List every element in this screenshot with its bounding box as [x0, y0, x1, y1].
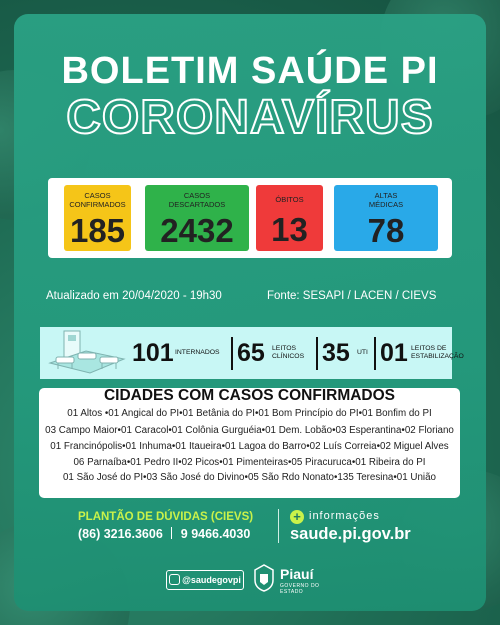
cities-title: CIDADES COM CASOS CONFIRMADOS: [103, 387, 396, 404]
cities-box: [39, 388, 460, 498]
stat-discharged-label-1: ALTAS: [374, 191, 398, 200]
updated-text: Atualizado em 20/04/2020 - 19h30: [46, 290, 222, 302]
stat-discarded-label-2: DESCARTADOS: [168, 200, 226, 209]
separator: [374, 337, 376, 370]
stat-discharged: [334, 185, 438, 251]
stat-discarded-value: 2432: [160, 212, 234, 249]
separator: [231, 337, 233, 370]
stat-confirmed-label-2: CONFIRMADOS: [69, 200, 126, 209]
hospitalized-label: INTERNADOS: [175, 349, 220, 356]
separator: [316, 337, 318, 370]
clinical-beds-label: [272, 345, 304, 361]
source-text: Fonte: SESAPI / LACEN / CIEVS: [267, 290, 437, 302]
stat-deaths: [256, 185, 323, 251]
coat-of-arms-icon: [252, 564, 276, 592]
stats-box: [48, 178, 452, 258]
stat-discarded-label-1: CASOS: [183, 191, 211, 200]
cities-line: 01 Altos •01 Angical do PI•01 Betânia do PI•01 Bom Princípio do PI•01 Bonfim do PI: [67, 408, 432, 419]
stat-confirmed: [64, 185, 131, 251]
government-logo: [250, 564, 340, 595]
stat-discharged-value: 78: [367, 212, 405, 249]
hospital-beds-bar: [40, 327, 464, 379]
hospitalized-value: 101: [132, 339, 174, 367]
instagram-icon: [169, 574, 180, 585]
cities-line: 03 Campo Maior•01 Caracol•01 Colônia Gurguéia•01 Dem. Lobão•03 Esperantina•02 Floriano: [45, 425, 454, 436]
icu-value: 35: [322, 339, 350, 367]
cities-line: 01 São José do PI•03 São José do Divino•05 São Rdo Nonato•135 Teresina•01 União: [62, 472, 436, 483]
bulletin-title: BOLETIM SAÚDE PI: [61, 50, 439, 92]
info-label: informações: [309, 510, 380, 522]
government-name: Piauí: [280, 566, 314, 582]
stat-deaths-value: 13: [271, 211, 308, 248]
stabilization-beds-label-2: ESTABILIZAÇÃO: [411, 353, 464, 360]
government-subtitle: GOVERNO DO ESTADO: [280, 583, 320, 595]
clinical-beds-label-1: LEITOS: [272, 345, 297, 352]
cities-line: 06 Parnaíba•01 Pedro II•02 Picos•01 Pimenteiras•05 Piracuruca•01 Ribeira do PI: [73, 457, 426, 468]
stat-confirmed-value: 185: [69, 212, 126, 249]
stat-confirmed-label-1: CASOS: [84, 191, 111, 200]
hotline-phones: [78, 527, 250, 541]
stat-deaths-label-1: ÓBITOS: [275, 195, 304, 204]
website-link[interactable]: saude.pi.gov.br: [290, 525, 411, 543]
hospital-beds-icon: [46, 329, 128, 379]
footer-divider: [278, 509, 279, 543]
stat-discarded: [145, 185, 249, 251]
hotline-label: PLANTÃO DE DÚVIDAS (CIEVS): [78, 511, 254, 523]
stabilization-beds-label-1: LEITOS DE: [411, 345, 447, 352]
stabilization-beds-label: [411, 345, 464, 361]
cities-line: 01 Francinópolis•01 Inhuma•01 Itaueira•01 Lagoa do Barro•02 Luís Correia•02 Miguel Alves: [50, 441, 449, 452]
phone-1[interactable]: (86) 3216.3606: [78, 527, 163, 541]
coronavirus-title: CORONAVÍRUS: [66, 91, 434, 144]
clinical-beds-label-2: CLÍNICOS: [272, 353, 305, 360]
social-handle-badge[interactable]: [166, 570, 244, 590]
icu-label: UTI: [357, 349, 368, 356]
separator: [171, 527, 172, 539]
stabilization-beds-value: 01: [380, 339, 408, 367]
plus-icon: +: [290, 510, 304, 524]
stat-discharged-label-2: MÉDICAS: [368, 200, 404, 209]
phone-2[interactable]: 9 9466.4030: [180, 527, 251, 541]
clinical-beds-value: 65: [237, 339, 265, 367]
social-handle: @saudegovpi: [182, 575, 241, 585]
